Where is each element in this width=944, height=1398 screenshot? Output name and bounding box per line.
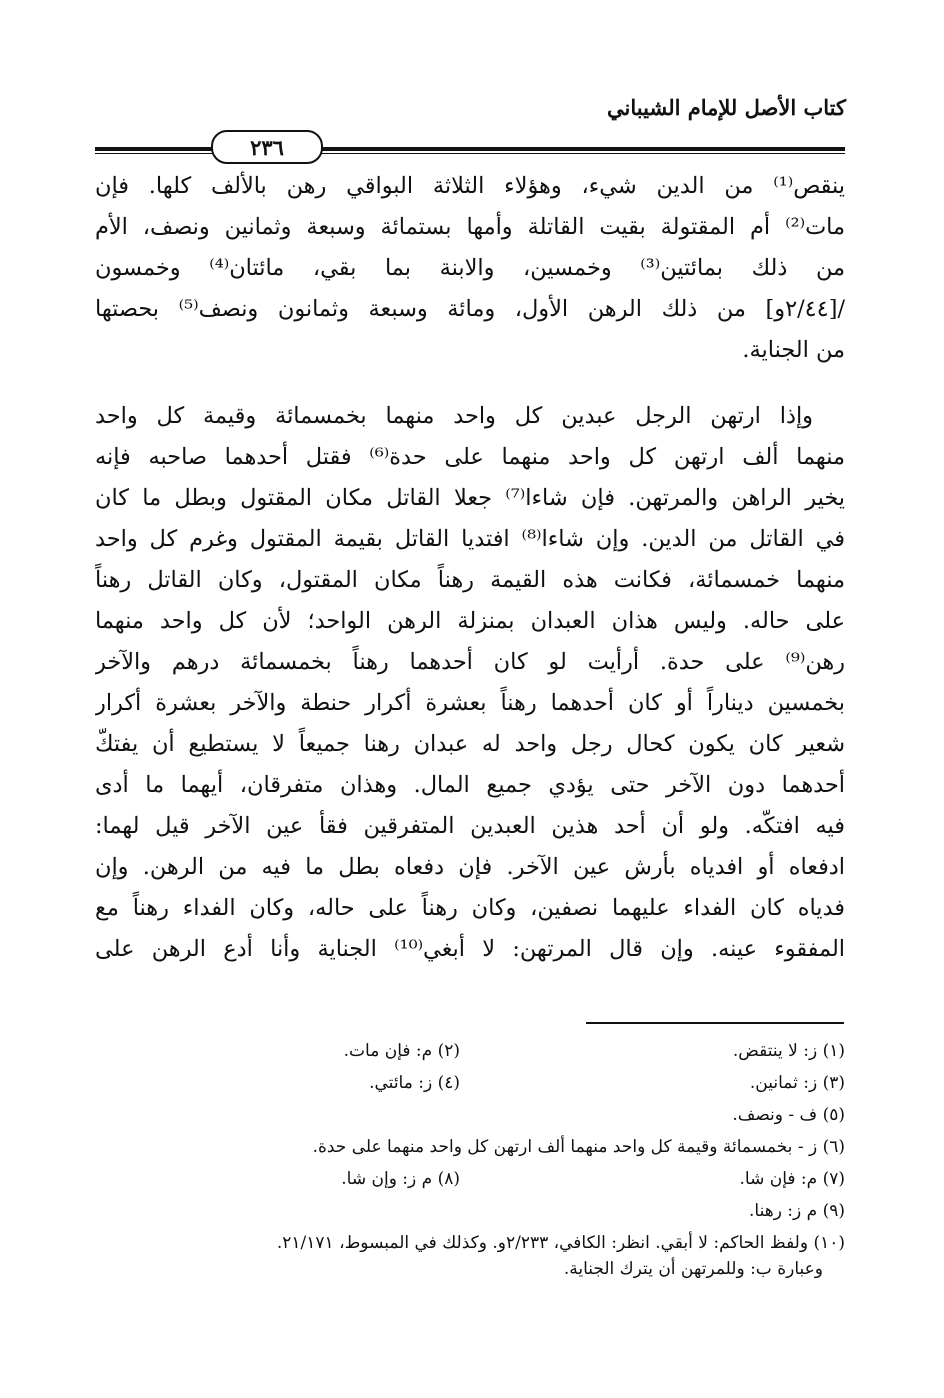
- body-text: [95, 166, 845, 970]
- text-line: منهما ألف ارتهن كل واحد منهما على حدة⁽⁶⁾ فقتل أحدهما صاحبه فإنه: [95, 444, 845, 470]
- text-line: مات⁽²⁾ أم المقتولة بقيت القاتلة وأمها بستمائة وسبعة وثمانين ونصف، الأم: [95, 214, 845, 240]
- footnote-9: (٩) م ز: رهنا.: [749, 1201, 845, 1221]
- footnote-10-continuation: وعبارة ب: وللمرتهن أن يترك الجناية.: [563, 1259, 823, 1279]
- footnote-row: [95, 1163, 845, 1195]
- page-number: ٢٣٦: [211, 130, 323, 164]
- paragraph: [95, 166, 845, 371]
- footnote-row: [95, 1035, 845, 1067]
- footnote-1: (١) ز: لا ينتقض.: [732, 1041, 845, 1061]
- footnote-4: (٤) ز: مائتي.: [369, 1073, 460, 1093]
- text-line: ينقص⁽¹⁾ من الدين شيء، وهؤلاء الثلاثة البواقي رهن بالألف كلها. فإن: [95, 173, 845, 199]
- text-line: في القاتل من الدين. وإن شاءا⁽⁸⁾ افتديا القاتل بقيمة المقتول وغرم كل واحد: [95, 526, 845, 552]
- footnote-10: (١٠) ولفظ الحاكم: لا أبقي. انظر: الكافي، ٢/٢٣٣و. وكذلك في المبسوط، ٢١/١٧١.: [276, 1233, 845, 1253]
- footnote-6: (٦) ز - بخمسمائة وقيمة كل واحد منهما ألف ارتهن كل واحد منهما على حدة.: [312, 1137, 845, 1157]
- text-line: وإذا ارتهن الرجل عبدين كل واحد منهما بخمسمائة وقيمة كل واحد: [95, 403, 813, 429]
- footnote-row: [95, 1067, 845, 1099]
- header-rule-thin: [95, 153, 845, 154]
- text-line: منهما خمسمائة، فكانت هذه القيمة رهناً مكان المقتول، وكان القاتل رهناً: [95, 567, 845, 593]
- footnotes: [95, 1035, 845, 1285]
- text-line: فيه افتكّه. ولو أن أحد هذين العبدين المتفرقين فقأ عين الآخر قيل لهما:: [95, 813, 845, 839]
- footnote-row: [95, 1099, 845, 1131]
- text-line: من الجناية.: [742, 337, 845, 363]
- running-title: كتاب الأصل للإمام الشيباني: [607, 95, 846, 120]
- text-line: المفقوء عينه. وإن قال المرتهن: لا أبغي⁽¹⁰⁾ الجناية وأنا أدع الرهن على: [95, 936, 845, 962]
- text-line: من ذلك بمائتين⁽³⁾ وخمسين، والابنة بما بقي، مائتان⁽⁴⁾ وخمسون: [95, 255, 845, 281]
- footnote-rule: [586, 1022, 844, 1024]
- text-line: بخمسين ديناراً أو كان أحدهما رهناً بعشرة أكرار حنطة والآخر بعشرة أكرار: [95, 690, 845, 716]
- footnote-row: [95, 1195, 845, 1227]
- paragraph: [95, 396, 845, 970]
- text-line: على حاله. وليس هذان العبدان بمنزلة الرهن الواحد؛ لأن كل واحد منهما: [95, 608, 845, 634]
- text-line: أحدهما دون الآخر حتى يؤدي جميع المال. وهذان متفرقان، أيهما ما أدى: [95, 772, 845, 798]
- text-line: فدياه كان الفداء عليهما نصفين، وكان رهناً على حاله، وكان الفداء رهناً مع: [95, 895, 845, 921]
- paragraph-gap: [95, 371, 845, 396]
- footnote-2: (٢) م: فإن مات.: [343, 1041, 460, 1061]
- text-line: شعير كان يكون كحال رجل واحد له عبدان رهنا جميعاً لا يستطيع أن يفتكّ: [95, 731, 845, 757]
- footnote-7: (٧) م: فإن شا.: [739, 1169, 845, 1189]
- footnote-8: (٨) م ز: وإن شا.: [341, 1169, 460, 1189]
- text-line: رهن⁽⁹⁾ على حدة. أرأيت لو كان أحدهما رهناً بخمسمائة درهم والآخر: [95, 649, 845, 675]
- footnote-5: (٥) ف - ونصف.: [732, 1105, 845, 1125]
- header-rule: [95, 147, 845, 151]
- footnote-3: (٣) ز: ثمانين.: [749, 1073, 845, 1093]
- text-line: ادفعاه أو افدياه بأرش عين الآخر. فإن دفعاه بطل ما فيه من الرهن. وإن: [95, 854, 845, 880]
- text-line: /[٢/٤٤و] من ذلك الرهن الأول، ومائة وسبعة وثمانون ونصف⁽⁵⁾ بحصتها: [95, 296, 845, 322]
- text-line: يخير الراهن والمرتهن. فإن شاءا⁽⁷⁾ جعلا القاتل مكان المقتول وبطل ما كان: [95, 485, 845, 511]
